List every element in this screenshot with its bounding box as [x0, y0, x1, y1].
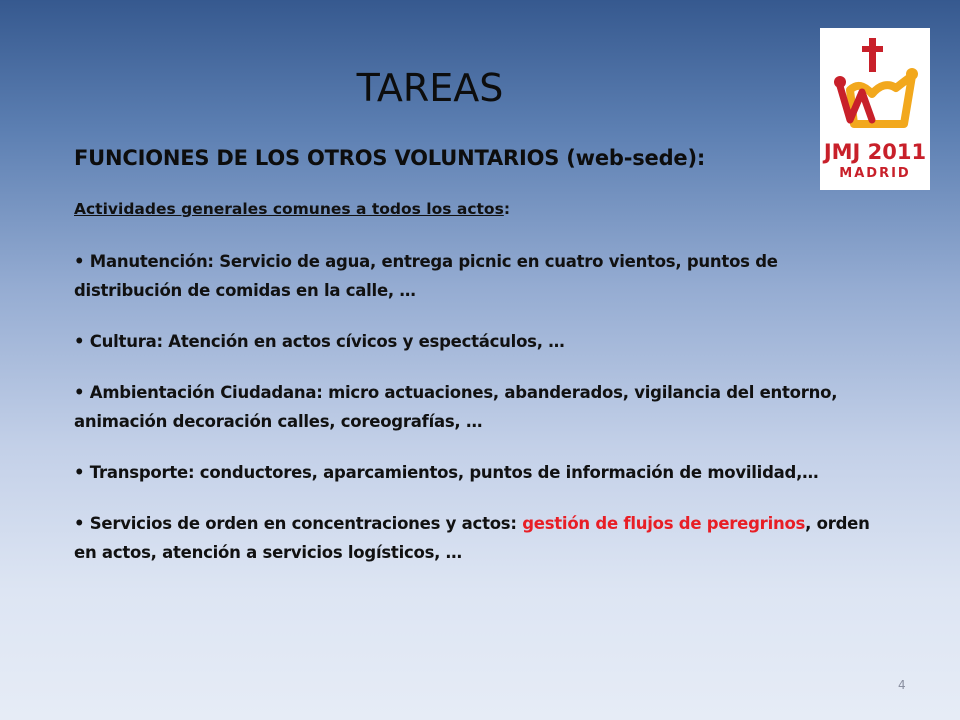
page-number: 4: [898, 678, 906, 692]
bullet-marker: •: [74, 383, 85, 402]
activities-subheading: [74, 200, 874, 218]
crown-cross-icon: [820, 28, 930, 140]
bullet-text: Cultura: Atención en actos cívicos y espectáculos, …: [89, 332, 565, 351]
bullet-text: Manutención: Servicio de agua, entrega picnic en cuatro vientos, puntos de distribución de comidas en la calle, …: [74, 252, 778, 300]
subheading-text: Actividades generales comunes a todos los actos: [74, 200, 504, 218]
bullet-text-after: , orden en actos, atención a servicios logísticos, …: [74, 514, 870, 562]
list-item-servicios-orden: [74, 509, 874, 567]
bullet-text-before: Servicios de orden en concentraciones y actos:: [89, 514, 523, 533]
task-list: [74, 247, 874, 567]
bullet-marker: •: [74, 514, 85, 533]
logo-sub-text: MADRID: [839, 166, 911, 181]
bullet-marker: •: [74, 252, 85, 271]
bullet-marker: •: [74, 463, 85, 482]
section-heading: FUNCIONES DE LOS OTROS VOLUNTARIOS (web-sede):: [74, 146, 706, 170]
list-item-ambientacion: [74, 378, 874, 436]
logo-main-text: JMJ 2011: [823, 140, 927, 164]
bullet-text: Ambientación Ciudadana: micro actuaciones, abanderados, vigilancia del entorno, animación decoración calles, coreografías, …: [74, 383, 838, 431]
bullet-marker: •: [74, 332, 85, 351]
bullet-highlight-text: gestión de flujos de peregrinos: [522, 514, 806, 533]
slide-title: TAREAS: [356, 66, 504, 110]
subheading-suffix: :: [503, 200, 511, 218]
list-item-manutencion: [74, 247, 874, 305]
list-item-cultura: [74, 327, 874, 356]
list-item-transporte: [74, 458, 874, 487]
bullet-text: Transporte: conductores, aparcamientos, puntos de información de movilidad,…: [89, 463, 819, 482]
slide-content: [74, 146, 874, 567]
